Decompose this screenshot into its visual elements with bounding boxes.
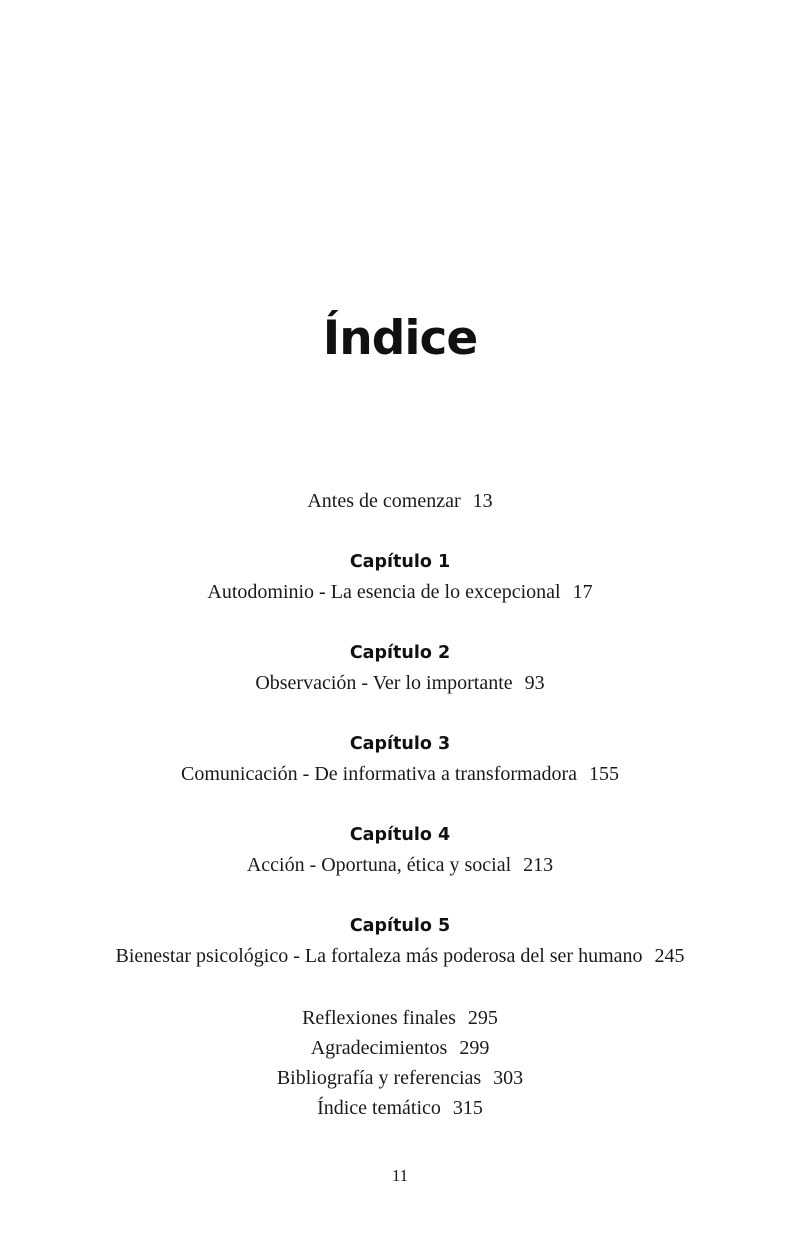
toc-entry-intro [0, 486, 800, 516]
toc-entry [0, 941, 800, 971]
toc-entry-back-matter [0, 1033, 800, 1063]
toc-entry-label: Observación - Ver lo importante [255, 672, 513, 694]
toc-entry-label: Antes de comenzar [307, 490, 461, 512]
chapter-entry-2 [0, 638, 800, 698]
toc-entry-page: 17 [572, 581, 593, 603]
chapter-heading: Capítulo 3 [349, 734, 451, 754]
toc-entry-page: 299 [459, 1037, 490, 1059]
toc-entry [0, 668, 800, 698]
back-matter-list [0, 1003, 800, 1123]
toc-entry-label: Autodominio - La esencia de lo excepcional [207, 581, 561, 603]
toc-entry [0, 577, 800, 607]
chapter-heading: Capítulo 5 [349, 916, 451, 936]
toc-entry-label: Comunicación - De informativa a transformadora [181, 763, 577, 785]
page-number: 11 [391, 1166, 409, 1185]
chapter-heading: Capítulo 1 [349, 552, 451, 572]
toc-entry [0, 759, 800, 789]
toc-entry [0, 850, 800, 880]
toc-entry-label: Agradecimientos [310, 1037, 448, 1059]
toc-entry-label: Reflexiones finales [302, 1007, 456, 1029]
toc-entry-label: Acción - Oportuna, ética y social [246, 854, 512, 876]
toc-entry-back-matter [0, 1003, 800, 1033]
page-title: Índice [322, 311, 478, 367]
toc-entry-page: 213 [523, 854, 554, 876]
chapter-entry-3 [0, 729, 800, 789]
table-of-contents [0, 486, 800, 1123]
toc-entry-page: 315 [452, 1097, 483, 1119]
toc-entry-page: 245 [654, 945, 685, 967]
toc-entry-page: 295 [467, 1007, 498, 1029]
chapter-heading: Capítulo 2 [349, 643, 451, 663]
chapter-entry-1 [0, 547, 800, 607]
chapter-heading: Capítulo 4 [349, 825, 451, 845]
toc-entry-back-matter [0, 1093, 800, 1123]
toc-entry-page: 303 [493, 1067, 524, 1089]
chapter-entry-4 [0, 820, 800, 880]
toc-entry-label: Bienestar psicológico - La fortaleza más poderosa del ser humano [115, 945, 643, 967]
chapter-entry-5 [0, 911, 800, 971]
toc-entry-page: 13 [472, 490, 493, 512]
toc-entry-label: Índice temático [317, 1097, 441, 1119]
toc-entry-back-matter [0, 1063, 800, 1093]
toc-entry-page: 93 [524, 672, 545, 694]
toc-entry-label: Bibliografía y referencias [276, 1067, 482, 1089]
toc-entry-page: 155 [588, 763, 619, 785]
